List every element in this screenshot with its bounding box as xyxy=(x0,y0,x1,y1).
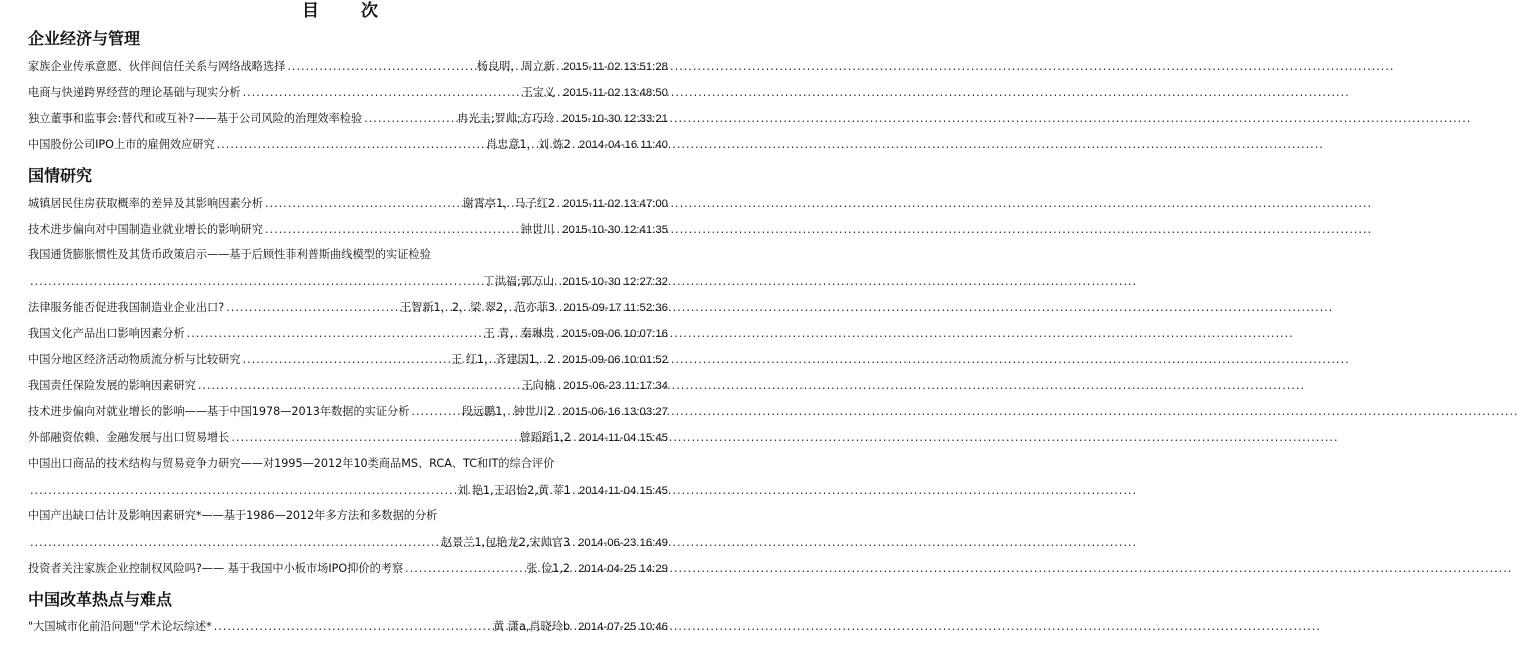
section-heading: 国情研究 xyxy=(28,166,93,185)
entry-date: 2015-10-30 12:27:32 xyxy=(562,276,668,288)
toc-entry[interactable] xyxy=(28,560,668,578)
entry-date: 2015-11-02 13:47:00 xyxy=(563,198,668,210)
dot-leader xyxy=(229,429,519,447)
toc-entry[interactable] xyxy=(28,221,668,239)
entry-date: 2014-07-25 10:46 xyxy=(578,621,668,633)
entry-title[interactable]: 外部融资依赖、金融发展与出口贸易增长 xyxy=(28,431,230,444)
dot-leader xyxy=(241,84,522,102)
entry-title[interactable]: 投资者关注家族企业控制权风险吗?—— 基于我国中小板市场IPO抑价的考察 xyxy=(28,562,404,575)
entry-authors: 曾蹈蹈1,2 xyxy=(519,431,571,444)
entry-title[interactable]: 中国分地区经济活动物质流分析与比较研究 xyxy=(28,353,241,366)
dot-leader xyxy=(28,534,441,552)
entry-date: 2015-11-02 13:51:28 xyxy=(563,61,668,73)
entry-authors: 黄 潇a,肖晓玲b xyxy=(493,620,571,633)
entry-authors: 王智新1，2，梁 翠2，范亦菲3 xyxy=(399,301,556,314)
toc-entry[interactable] xyxy=(28,195,668,213)
dot-leader xyxy=(212,618,493,636)
entry-title[interactable]: 我国责任保险发展的影响因素研究 xyxy=(28,379,196,392)
toc-entry[interactable] xyxy=(28,618,668,636)
entry-date: 2014-11-04 15:45 xyxy=(578,432,668,444)
dot-leader xyxy=(28,273,483,291)
entry-date: 2015-06-16 13:03:27 xyxy=(562,406,668,418)
dot-leader xyxy=(403,560,526,578)
entry-authors: 王 青，秦琳贵 xyxy=(483,327,555,340)
entry-title[interactable]: 家族企业传承意愿、伙伴间信任关系与网络战略选择 xyxy=(28,60,286,73)
section-heading: 企业经济与管理 xyxy=(28,29,141,48)
entry-authors: 谢霄亭1，马子红2 xyxy=(462,197,556,210)
entry-date: 2015-09-17 11:52:36 xyxy=(563,302,668,314)
entry-title[interactable]: 电商与快递跨界经营的理论基础与现实分析 xyxy=(28,86,241,99)
toc-entry[interactable] xyxy=(28,377,668,395)
entry-title[interactable]: 城镇居民住房获取概率的差异及其影响因素分析 xyxy=(28,197,263,210)
section-heading: 中国改革热点与难点 xyxy=(28,590,173,609)
entry-date: 2014-04-16 11:40 xyxy=(578,139,668,151)
entry-authors: 钟世川 xyxy=(520,223,555,236)
entry-title[interactable]: 中国出口商品的技术结构与贸易竞争力研究——对1995—2012年10类商品MS、RCA、TC和IT的综合评价 xyxy=(28,457,555,470)
entry-date: 2015-09-06 10:01:52 xyxy=(562,354,668,366)
toc-entry[interactable] xyxy=(28,325,668,343)
entry-date: 2014-04-25 14:29 xyxy=(578,563,668,575)
entry-authors: 刘 艳1,王诏怡2,黄 苹1 xyxy=(457,484,571,497)
toc-entry[interactable] xyxy=(28,273,668,291)
entry-authors: 张 俭1,2 xyxy=(526,562,571,575)
toc-entry[interactable] xyxy=(28,429,668,447)
entry-authors: 王宝义 xyxy=(521,86,556,99)
entry-title[interactable]: 技术进步偏向对中国制造业就业增长的影响研究 xyxy=(28,223,263,236)
entry-authors: 肖忠意1，刘 炼2 xyxy=(485,138,571,151)
toc-entry[interactable] xyxy=(28,84,668,102)
dot-leader xyxy=(263,221,521,239)
toc-entry[interactable] xyxy=(28,351,668,369)
entry-title[interactable]: 技术进步偏向对就业增长的影响——基于中国1978—2013年数据的实证分析 xyxy=(28,405,410,418)
entry-authors: 王 红1，齐建国1，2 xyxy=(450,353,555,366)
entry-date: 2015-09-06 10:07:16 xyxy=(562,328,668,340)
entry-date: 2015-11-02 13:48:50 xyxy=(563,87,668,99)
entry-authors: 杨良明，周立新 xyxy=(476,60,556,73)
dot-leader xyxy=(196,377,522,395)
entry-date: 2015-10-30 12:41:35 xyxy=(562,224,668,236)
toc-entry[interactable] xyxy=(28,403,668,421)
entry-title[interactable]: 法律服务能否促进我国制造业企业出口? xyxy=(28,301,225,314)
entry-authors: 冉光圭;罗帅;方巧玲 xyxy=(457,112,555,125)
dot-leader xyxy=(409,403,461,421)
dot-leader xyxy=(28,482,457,500)
toc-entry[interactable] xyxy=(28,136,668,154)
entry-title[interactable]: "大国城市化前沿问题"学术论坛综述* xyxy=(28,620,212,633)
dot-leader xyxy=(263,195,463,213)
dot-leader xyxy=(185,325,484,343)
dot-leader xyxy=(362,110,457,128)
entry-title[interactable]: 我国文化产品出口影响因素分析 xyxy=(28,327,185,340)
toc-entry[interactable] xyxy=(28,58,668,76)
entry-authors: 丁洪福;郭万山 xyxy=(483,275,555,288)
dot-leader xyxy=(285,58,476,76)
toc-entry[interactable] xyxy=(28,110,668,128)
dot-leader xyxy=(224,299,400,317)
entry-title[interactable]: 中国股份公司IPO上市的雇佣效应研究 xyxy=(28,138,215,151)
dot-leader xyxy=(241,351,451,369)
dot-leader xyxy=(215,136,486,154)
entry-date: 2015-10-30 12:33:21 xyxy=(562,113,668,125)
entry-authors: 赵景兰1,包艳龙2,宋帅官3 xyxy=(440,536,571,549)
entry-authors: 王向楠 xyxy=(521,379,556,392)
entry-title[interactable]: 中国产出缺口估计及影响因素研究*——基于1986—2012年多方法和多数据的分析 xyxy=(28,509,438,522)
toc-entry[interactable] xyxy=(28,534,668,552)
entry-title[interactable]: 我国通货膨胀惯性及其货币政策启示——基于后顾性菲利普斯曲线模型的实证检验 xyxy=(28,248,431,261)
entry-authors: 段远鹏1，钟世川2 xyxy=(461,405,555,418)
page-title: 目 次 xyxy=(302,1,396,21)
toc-entry[interactable] xyxy=(28,299,668,317)
entry-title[interactable]: 独立董事和监事会:替代和或互补?——基于公司风险的治理效率检验 xyxy=(28,112,363,125)
entry-date: 2014-06-23 16:49 xyxy=(578,537,668,549)
toc-entry[interactable] xyxy=(28,482,668,500)
entry-date: 2015-06-23 11:17:34 xyxy=(563,380,668,392)
entry-date: 2014-11-04 15:45 xyxy=(578,485,668,497)
